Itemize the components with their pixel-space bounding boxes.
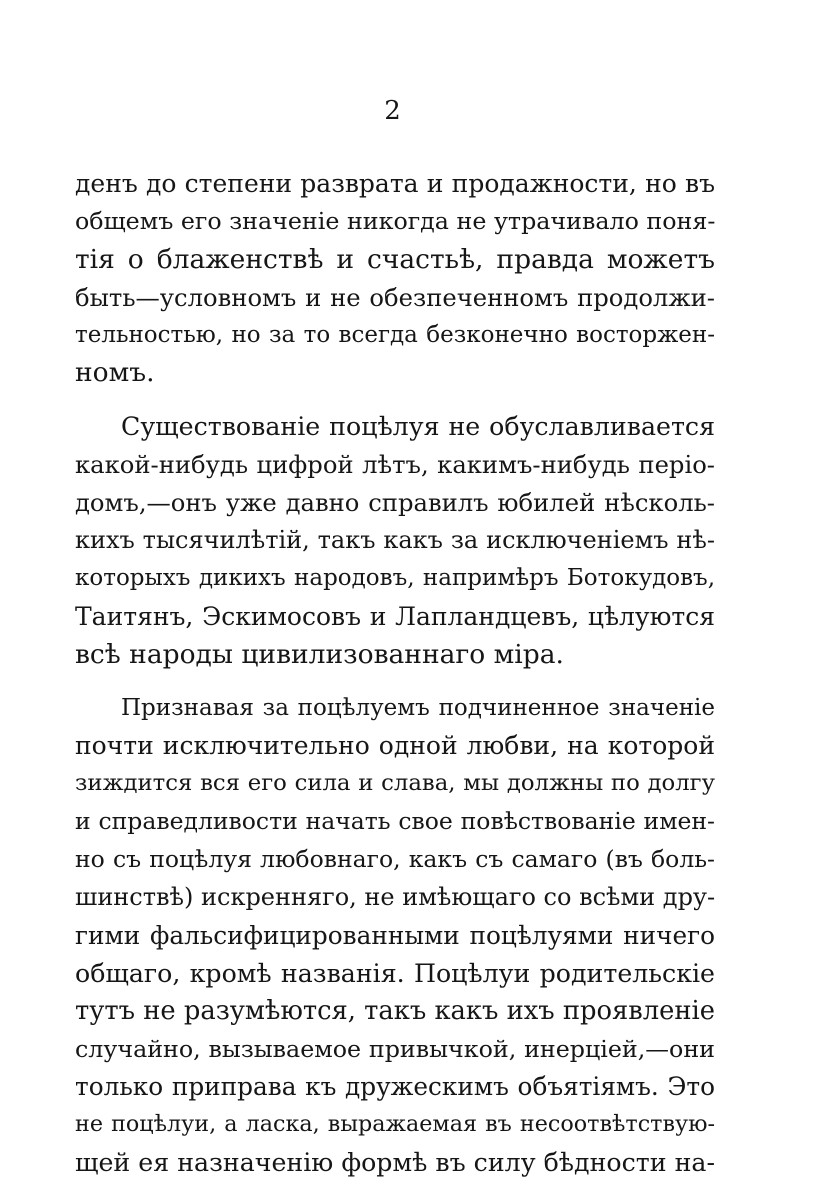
text-line: Таитянъ, Эскимосовъ и Лапландцевъ, цѣлуются: [75, 601, 715, 631]
paragraph-1: [75, 165, 715, 392]
text-line: почти исключительно одной любви, на которой: [75, 731, 715, 761]
page-number: 2: [384, 96, 401, 126]
paragraph-3: [75, 690, 715, 1183]
text-line: тія о блаженствѣ и счастьѣ, правда можетъ: [75, 243, 715, 275]
paragraph-2: [75, 408, 715, 673]
text-line: Существованіе поцѣлуя не обуславливается: [121, 412, 715, 442]
text-line: кихъ тысячилѣтій, такъ какъ за исключеніемъ нѣ-: [75, 526, 715, 555]
text-line: общаго, кромѣ названія. Поцѣлуи родительскіе: [75, 958, 715, 988]
text-line: зиждится вся его сила и слава, мы должны по долгу: [75, 770, 715, 797]
text-line: шинствѣ) искренняго, не имѣющаго со всѣми дру-: [75, 883, 716, 912]
body-text: [75, 165, 715, 1182]
text-line: не поцѣлуи, а ласка, выражаемая въ несоотвѣтствую-: [75, 1111, 715, 1138]
text-line: денъ до степени разврата и продажности, но въ: [75, 169, 715, 198]
text-line: тутъ не разумѣются, такъ какъ ихъ проявленіе: [75, 995, 715, 1026]
text-line: тельностью, но за то всегда безконечно восторжен-: [75, 321, 715, 348]
text-line: общемъ его значеніе никогда не утрачивало поня-: [75, 206, 716, 235]
text-line: которыхъ дикихъ народовъ, напримѣръ Ботокудовъ,: [75, 564, 715, 591]
text-line: номъ.: [75, 357, 155, 389]
text-line: случайно, вызываемое привычкой, инерціей,—они: [75, 1034, 715, 1063]
text-line: какой-нибудь цифрой лѣтъ, какимъ-нибудь періо-: [75, 450, 715, 480]
text-line: только приправа къ дружескимъ объятіямъ. Это: [75, 1072, 715, 1102]
text-line: но съ поцѣлуя любовнаго, какъ съ самаго (въ боль-: [75, 845, 715, 874]
text-line: быть—условномъ и не обезпеченномъ продолжи-: [75, 282, 715, 312]
text-line: и справедливости начать свое повѣствованіе имен-: [75, 807, 715, 836]
text-line: всѣ народы цивилизованнаго міра.: [75, 638, 564, 670]
text-line: гими фальсифицированными поцѣлуями ничего: [75, 920, 715, 950]
text-line: Признавая за поцѣлуемъ подчиненное значеніе: [121, 694, 715, 721]
text-line: домъ,—онъ уже давно справилъ юбилей нѣсколь-: [75, 488, 715, 518]
text-line: щей ея назначенію формѣ въ силу бѣдности на-: [75, 1148, 715, 1178]
